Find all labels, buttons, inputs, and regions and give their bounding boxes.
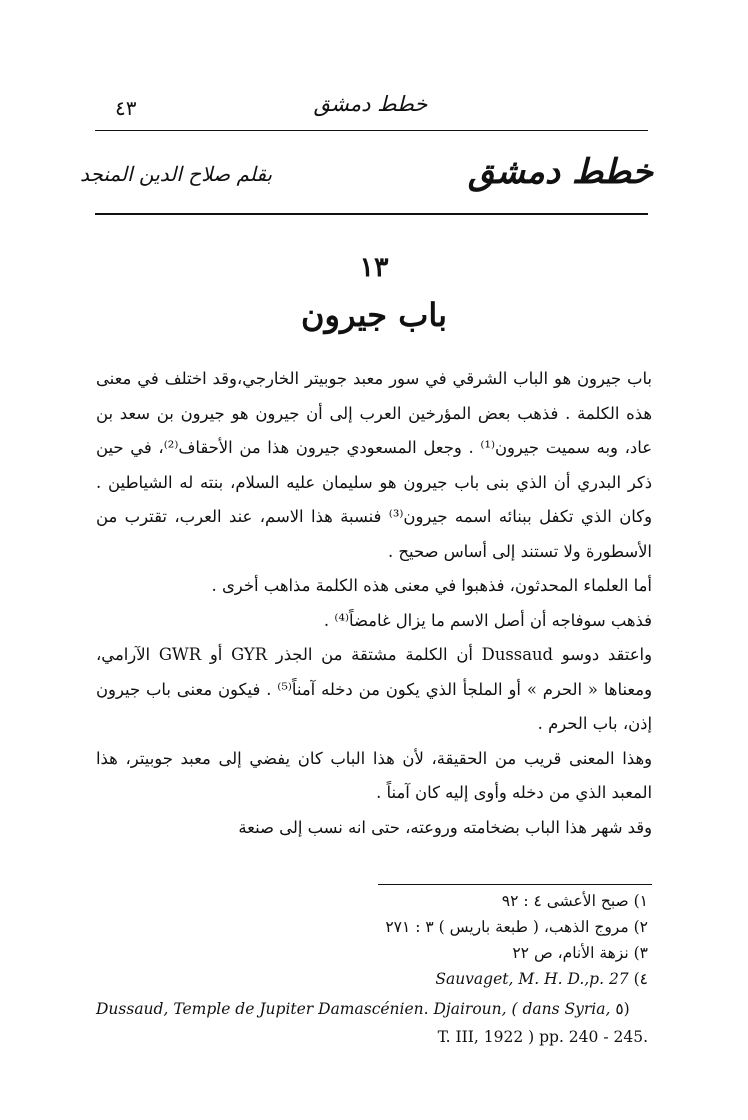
footnote-text: صبح الأعشى ٤ : ٩٢ [501,892,629,910]
paragraph: وهذا المعنى قريب من الحقيقة، لأن هذا الباب كان يفضي إلى معبد جوبيتر، هذا المعبد الذي من دخله وأوى إليه كان آمناً . [96,748,652,802]
column-title: خطط دمشق [467,152,653,192]
footnote-1 [502,892,648,910]
footnote-number: ٤) [633,970,648,988]
paragraph: واعتقد دوسو Dussaud أن الكلمة مشتقة من الجذر GYR أو GWR الآرامي، ومعناها « الحرم » أو الملجأ الذي يكون من دخله آمناً⁽⁵⁾ . فيكون معنى باب جيرون إذن، باب الحرم . [96,645,652,733]
footnote-2 [385,918,648,936]
header-rule [95,130,648,131]
article-number: ١٣ [359,252,389,283]
footnote-5 [96,1000,648,1018]
footnote-text: T. III, 1922 ) pp. 240 - 245. [437,1028,648,1046]
footnote-rule [378,884,652,885]
footnote-text: نزهة الأنام، ص ٢٢ [512,944,629,962]
footnote-text: Dussaud, Temple de Jupiter Damascénien. Djairoun, ( dans Syria, [96,1000,611,1018]
running-header [95,92,646,128]
paragraph: باب جيرون هو الباب الشرقي في سور معبد جوبيتر الخارجي،وقد اختلف في معنى هذه الكلمة . فذهب بعض المؤرخين العرب إلى أن جيرون هو جيرون بن سعد بن عاد، وبه سميت جيرون⁽¹⁾ . وجعل المسعودي جيرون هذا من الأحقاف⁽²⁾، في حين ذكر البدري أن الذي بنى باب جيرون هو سليمان عليه السلام، بنته له الشياطين . وكان الذي تكفل ببنائه اسمه جيرون⁽³⁾ فنسبة هذا الاسم، عند العرب، تقترب من الأسطورة ولا تستند إلى أساس صحيح . [96,369,653,561]
title-rule [95,213,648,215]
footnote-5-continued [96,1028,648,1046]
footnote-number: ٥) [615,1000,630,1018]
paragraph: أما العلماء المحدثون، فذهبوا في معنى هذه الكلمة مذاهب أخرى . [211,576,652,595]
footnote-4 [435,970,648,988]
footnote-text: Sauvaget, M. H. D.,p. 27 [435,970,629,988]
page-number: ٤٣ [115,96,137,120]
paragraph: فذهب سوفاجه أن أصل الاسم ما يزال غامضاً⁽⁴⁾ . [323,610,652,630]
footnote-number: ٣) [633,944,648,962]
footnote-3 [512,944,648,962]
column-heading [80,150,653,212]
paragraph: وقد شهر هذا الباب بضخامته وروعته، حتى انه نسب إلى صنعة [238,817,652,837]
author-line: بقلم صلاح الدين المنجد [80,162,273,186]
footnote-text: مروج الذهب، ( طبعة باريس ) ٣ : ٢٧١ [385,918,629,936]
footnote-number: ٢) [633,918,648,936]
article-body [96,362,652,845]
article-title: باب جيرون [301,296,447,334]
running-title: خطط دمشق [313,92,428,116]
footnote-number: ١) [633,892,648,910]
